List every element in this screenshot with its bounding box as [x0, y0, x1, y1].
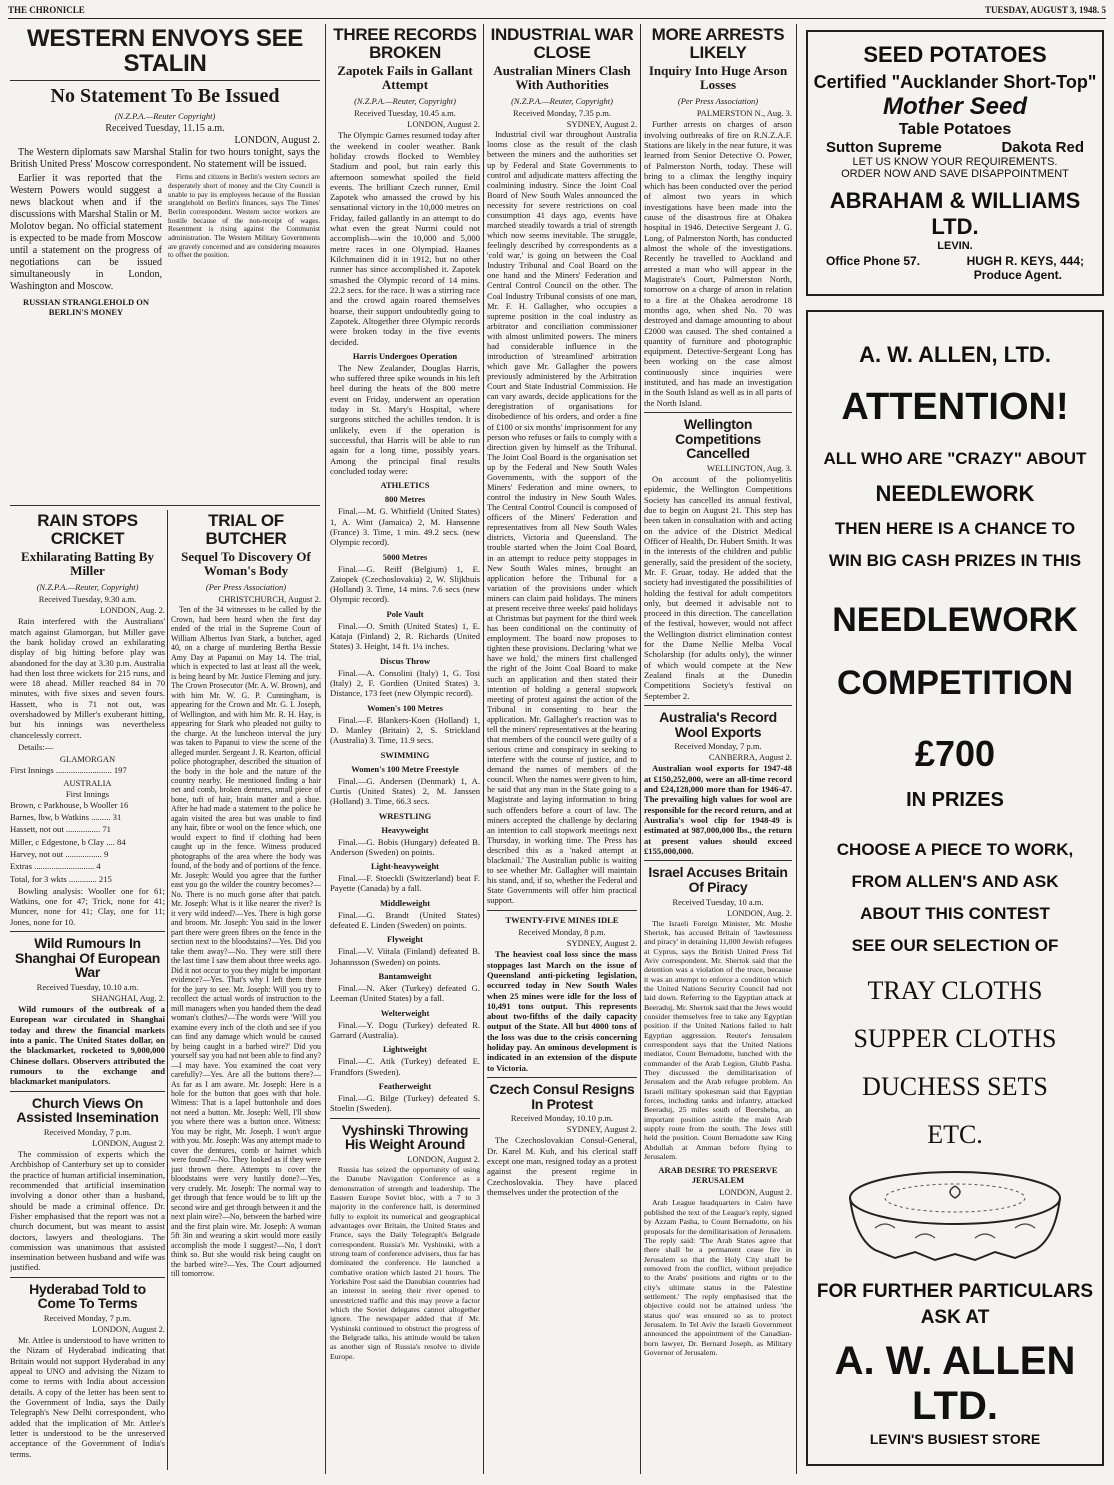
result-item: Final.—A. Consolini (Italy) 1, G. Tosi (Italy) 2, F. Gordien (United States) 3. Distance, 173 feet (new Olympic record). — [330, 667, 480, 699]
result-heading: Flyweight — [387, 934, 423, 945]
result-item: Final.—G. Bobis (Hungary) defeated B. Anderson (Sweden) on points. — [330, 836, 480, 857]
page-number: 5 — [1101, 5, 1106, 15]
article-church — [10, 1096, 165, 1273]
ad-seed-potatoes — [806, 30, 1104, 296]
received: Received Tuesday, 11.15 a.m. — [105, 123, 225, 135]
ad-line: Certified "Aucklander Short-Top" — [813, 72, 1097, 92]
ad-line: SEE OUR SELECTION OF — [851, 936, 1059, 955]
received: Received Tuesday, 9.30 a.m. — [38, 594, 137, 605]
body: Australian wool exports for 1947-48 at £150,252,000, were an all-time record and £24,128,000 more than for 1946-47. The prevailing high values for wool are responsible for the record return, and at Australia's wool clip for 1948-49 is estimated at 987,000,000 lbs., the return at present values should exceed £155,000,000. — [644, 763, 792, 856]
body: Further arrests on charges of arson involving outbreaks of fire on R.N.Z.A.F. Stations are likely in the near future, it was learned from Senior Detective O. Power, of Palmerston North, today. These will bring to a climax the lengthy inquiry which has been conducted over the period of almost two years in which investigations have been made into the cause of the disastrous fire at Ohakea hospital in 1946. Detective Sergeant J. G. Long, of Palmerston North, has conducted almost the whole of the investigations. Recently he travelled to Auckland and arrested a man who will appear in the Magistrate's Court, Palmerston North, tomorrow on a charge of arson in relation to a fire at the Ohakea aerodrome 18 months ago, when shed No. 70 was destroyed and damage amounting to about £2000 was caused. The shed contained a quantity of furniture and photographic equipment. Detective-Sergeant Long has been working on the case almost continuously since inquiries were instituted, and has made an investigation in the South Island as well as in all parts of the North Island. — [644, 119, 792, 408]
ad-line: ALL WHO ARE "CRAZY" ABOUT — [823, 449, 1087, 468]
headline: THREE RECORDS BROKEN — [333, 25, 477, 62]
credit: (Per Press Association) — [205, 582, 287, 593]
credit: (N.Z.P.A.—Reuter Copyright) — [114, 111, 216, 122]
result-heading: Welterweight — [380, 1007, 430, 1018]
result-item: Final.—G. Bilge (Turkey) defeated S. Stoelin (Sweden). — [330, 1092, 480, 1114]
result-heading: Women's 100 Metre Freestyle — [351, 763, 459, 774]
credit: (N.Z.P.A.—Reuter, Copyright) — [354, 96, 456, 107]
ad-town: LEVIN. — [937, 240, 973, 252]
ad-variety: Sutton Supreme — [826, 139, 942, 156]
body: Rain interfered with the Australians' match against Glamorgan, but Miller gave the bank holiday crowd an exhilarating display of big hitting before play was abandoned for the day at 3.30 p.m. Australia had then lost three wickets for 215 runs, and were 18 ahead. Miller reached 84 in 70 minutes, with five sixes and seven fours. Hassett, who is 71 not out, was overshadowed by Miller's exuberant hitting, but his innings was nevertheless chancelessly correct. — [10, 616, 165, 740]
dateline: CANBERRA, August 2. — [708, 752, 792, 763]
dateline: SYDNEY, August 2. — [566, 1124, 637, 1135]
ad-item: SUPPER CLOTHS — [853, 1024, 1057, 1053]
article-vyshinski — [330, 1123, 480, 1362]
subheadline: Exhilarating Batting By Miller — [21, 548, 154, 578]
result-heading: Middleweight — [379, 897, 431, 908]
score-row: Total, for 3 wkts ............. 215 — [10, 873, 112, 884]
headline: MORE ARRESTS LIKELY — [651, 25, 785, 62]
ad-store: A. W. ALLEN LTD. — [834, 1339, 1076, 1428]
body: Wild rumours of the outbreak of a European war circulated in Shanghai today and threw the financial markets into a panic. The United States dollar, on the blackmarket, rocketed to 9,000,000 Chinese dollars. Observers attributed the rumours to the exchange and blackmarket manipulators. — [10, 1004, 165, 1087]
dateline: SYDNEY, August 2. — [566, 119, 637, 130]
article-cricket — [10, 512, 165, 927]
headline: INDUSTRIAL WAR CLOSE — [490, 25, 634, 62]
credit: (Per Press Association) — [677, 96, 759, 107]
ad-line: CHOOSE A PIECE TO WORK, — [836, 840, 1074, 859]
team2-head: First Innings — [65, 788, 110, 799]
ad-phone: Office Phone 57. — [826, 254, 921, 268]
body: Industrial civil war throughout Australia looms close as the result of the clash between the miners and the authorities set up by Federal and State Governments to control and adjudicate matters affecting the coalmining industry. Since the Joint Coal Board of New South Wales announced the necessity for severe restrictions on coal consumption 41 days ago, events have marched steadily towards a trial of strength which now seems inevitable. The struggle, feelingly described by correspondents as a 'cold war,' is going on between the Coal Industry Tribunal and Coal Board on the one hand and the Miners' Federation and Central Control Council on the other. The Coal Industry Tribunal consists of one man, Mr. F. H. Gallagher, who occupies a supreme position in the coal industry as arbitrator and conciliation commissioner with almost unlimited powers. The miners had considerable influence in the introduction of 'streamlined' arbitration which gave Mr. Gallagher the powers previously administered by the Arbitration Court and State Industrial Commission. He can vary awards, decide applications for the deregistration of organisations for disobedience of his orders, and order a fine of £100 or six months' imprisonment for any person who refuses or fails to comply with a direction given by himself as the Tribunal. The Joint Coal Board is the organisation set up by the Federal and New South Wales Governments, with the support of the Miners' Federation and mine owners, to control the industry in New South Wales. The Central Control Council is composed of officers of the Miners' Federation and representatives from all New South Wales districts, Victoria and Queensland. The trouble started when the Joint Coal Board, in an attempt to reduce petty stoppages in New South Wales mines, brought an application before the Tribunal for a variation of the provisions under which miners can claim paid holidays. The miners at present receive three weeks' paid holidays at Christmas but payment for the third week has been conditional on the continuity of employment. The board now proposes to tighten these provisions. Declaring 'what we have we hold,' the miners first challenged the right of the Joint Coal Board to make such an application and then stated their intention of holding a general stopwork meeting of protest against the action of the Tribunal in consenting to hear the application. Mr. Gallagher's reaction was to tell the miners' representatives at the hearing that members of the council were guilty of a serious crime and conspiracy in seeking to interfere with the course of justice, and to demand the names of members of the council. When the names were given to him, he said that any man in the State going to a Magistrate and laying information to bring such offenders before a court of law. The miners accepted the challenge by declaring an intention to call stopwork meetings next Thursday, in working time. The Press has described this as a 'naked attempt at blackmail.' The Australian public is waiting to see whether Mr. Gallagher will maintain his stand, and, if so, whether the Federal and State Governments will offer him practical support. — [487, 130, 637, 906]
details: Details:— — [18, 742, 54, 753]
result-heading: Discus Throw — [380, 655, 430, 666]
ad-big: COMPETITION — [836, 664, 1074, 702]
body: The commission of experts which the Archbishop of Canterbury set up to consider the practice of human artificial insemination, recommended that artificial insemination involving a donor other than a husband, should be made a criminal offence. Dr. Fisher emphasised that the report was not a church document, but was meant to assist doctors, lawyers and theologians. The commission was unanimous that assisted insemination between husband and wife was justified. — [10, 1149, 165, 1273]
dateline: LONDON, August 2. — [92, 1324, 165, 1335]
results-list — [330, 480, 480, 1113]
headline: Wellington Competitions Cancelled — [675, 416, 761, 462]
result-item: Final.—M. G. Whitfield (United States) 1, A. Wint (Jamaica) 2, M. Hansenne (France) 3. Time, 1 min. 49.2 secs. (new Olympic record). — [330, 506, 480, 548]
received2: Received Monday, 8 p.m. — [518, 927, 606, 938]
result-heading: Women's 100 Metres — [367, 702, 443, 713]
team1: GLAMORGAN — [59, 754, 116, 765]
received: Received Monday, 7 p.m. — [43, 1313, 132, 1324]
team1-line: First Innings .......................... 197 — [10, 765, 127, 776]
article-israel — [644, 865, 792, 1357]
credit: (N.Z.P.A.—Reuter, Copyright) — [36, 582, 139, 593]
ad-big: NEEDLEWORK — [832, 601, 1078, 639]
dateline: LONDON, August 2. — [407, 119, 480, 130]
dateline: LONDON, August 2. — [407, 1153, 480, 1164]
headline: Hyderabad Told to Come To Terms — [29, 1280, 146, 1312]
ad-prize: £700 — [914, 733, 996, 774]
ad-line: THEN HERE IS A CHANCE TO — [834, 519, 1076, 538]
ad-variety: Dakota Red — [1001, 139, 1084, 156]
body2: The New Zealander, Douglas Harris, who suffered three spike wounds in his left heel during the heats of the 800 metre event on Friday, underwent an operation today in St. Mary's Hospital, where surgeons stitched the achilles tendon. It is unlikely, even if the operation is successful, that Harris will be able to run again for a long time, possibly years. Among the principal final results concluded today were: — [330, 362, 480, 476]
dateline2: LONDON, August 2. — [719, 1187, 792, 1198]
dateline: LONDON, Aug. 2. — [100, 605, 165, 616]
result-heading: 800 Metres — [384, 494, 426, 505]
issue-date — [985, 5, 1106, 15]
article-arrests — [644, 26, 792, 408]
result-item: Final.—Y. Dogu (Turkey) defeated R. Garrard (Australia). — [330, 1019, 480, 1040]
team2: AUSTRALIA — [63, 777, 112, 788]
headline: Church Views On Assisted Insemination — [16, 1094, 159, 1126]
credit: (N.Z.P.A.—Reuter, Copyright) — [511, 96, 613, 107]
body: The Czechoslovakian Consul-General, Dr. Karel M. Kuh, and his clerical staff except one man, resigned today as a protest against the present regime in Czechoslovakia. They have placed themselves under the protection of the — [487, 1135, 637, 1197]
subhead: ARAB DESIRE TO PRESERVE JERUSALEM — [658, 1165, 778, 1186]
received: Received Tuesday, 10.10 a.m. — [36, 982, 139, 993]
result-heading: Light-heavyweight — [371, 861, 439, 872]
result-item: Final.—C. Atik (Turkey) defeated E. Frandfors (Sweden). — [330, 1056, 480, 1077]
dateline2: SYDNEY, August 2. — [566, 938, 637, 949]
article-industrial — [487, 26, 637, 1073]
headline: TRIAL OF BUTCHER — [205, 511, 287, 548]
result-heading: Featherweight — [378, 1080, 432, 1091]
ad-line: Mother Seed — [882, 93, 1028, 120]
body: The Israeli Foreign Minister, Mr. Moshe Shertok, has accused Britain of 'lawlessness and piracy' in detaining 11,000 Jewish refugees at Cyprus, says the British United Press Tel Aviv correspondent. Mr. Shertok said that the detention was a violation of the truce, because it was an attempt to enforce a condition which the United Nations Security Council had not laid down. Referring to the Egyptian attack at Beeraduj, Mr. Shertok said that the Jews would consider themselves free to take any Egyptian position if the United Nations failed to halt Egyptian aggression. Reuter's Jerusalem correspondent says that the United Nations mediator, Count Bernadotte, lunched with the commander of the Arab Legion, Glubb Pasha. They discussed the demilitarisation of Jerusalem and the Arab refugee problem. An Israeli military spokesman said that Egyptian forces, including tanks and infantry, attacked Beeraduj, 25 miles south of Beersheba, an important position astride the main Arab supply route from the south. The Jews still held the position. Count Bernadotte saw King Abdullah at Amman before flying to Jerusalem. — [644, 918, 792, 1162]
body2: The heaviest coal loss since the mass stoppages last March on the issue of Queensland anti-picketing legislation, occurred today in New South Wales when 25 mines were idle for the loss of 10,491 tons output. This represents about two-fifths of the daily capacity output of the State. All but 4000 tons of the loss was due to the crisis concerning holiday pay. An ominous development is indicated in an extension of the dispute to Victoria. — [487, 949, 637, 1073]
ad-line: WIN BIG CASH PRIZES IN THIS — [828, 551, 1082, 570]
headline: Vyshinski Throwing His Weight Around — [341, 1121, 469, 1153]
ad-line: Table Potatoes — [898, 121, 1012, 138]
score-row: Barnes, lbw, b Watkins ......... 31 — [10, 811, 122, 822]
dateline: WELLINGTON, Aug. 3. — [706, 463, 792, 474]
ad-top: A. W. ALLEN, LTD. — [859, 342, 1051, 367]
score-row: Hassett, not out ................ 71 — [10, 824, 111, 835]
received: Received Monday, 7 p.m. — [43, 1127, 132, 1138]
article-records — [330, 26, 480, 1114]
result-item: Final.—V. Viitala (Finland) defeated B. Johannsson (Sweden) on points. — [330, 946, 480, 967]
score-row: Extras ............................ 4 — [10, 861, 101, 872]
ad-item: DUCHESS SETS — [862, 1072, 1048, 1101]
score-row: Miller, c Edgestone, b Clay .... 84 — [10, 836, 126, 847]
result-heading: SWIMMING — [380, 749, 430, 760]
body: The Olympic Games resumed today after the weekend in cooler weather. Bank holiday crowds flocked to Wembley Stadium and pool, but rain early this afternoon somewhat spoiled the field events. The brilliant Czech runner, Emil Zapotek who amassed the crowd by his sensational victory in the 10,000 metres on Friday, failed gallantly in an attempt to do what even the great Nurmi could not accomplish—win the 10,000 and 5,000 metre races in one Olympiad. Haanes Kilchmainen did it in 1912, but no other runner has since accomplished it. Zapotek smashed the Olympic record of 14 mins. 22.2 secs. for the race. It was a stirring race and the crowd again roared themselves hoarse, their support undoubtedly going to Zapotek. Altogether three Olympic records were broken today in the five events decided. — [330, 130, 480, 347]
ad-item: ETC. — [927, 1120, 983, 1149]
subheadline: Australian Miners Clash With Authorities — [493, 62, 631, 92]
headline: Israel Accuses Britain Of Piracy — [648, 864, 788, 895]
body2: Arab League headquarters in Cairo have published the text of the League's reply, signed by Azzam Pasha, to Count Bernadotte, on his proposals for the demilitarisation of Jerusalem. The reply said: 'The Arab States agree that there shall be a permanent cease fire in Jerusalem so that the Holy City shall be removed from the conflict, without prejudice to the Arabs' positions and rights or to the city's ultimate status in the Palestine settlement.' The reply emphasised that the objective could not be attained unless 'the status quo' was ensured so as to protect Jerusalem. In Tel Aviv the Israeli Government announced the appointment of the Canadian-born lawyer, Dr. Bernard Joseph, as Military Governor of Jerusalem. — [644, 1198, 792, 1357]
ad-allen-needlework — [806, 310, 1104, 1466]
subheadline: Inquiry Into Huge Arson Losses — [648, 62, 788, 92]
column-4 — [487, 24, 637, 1479]
article-hyderabad — [10, 1282, 165, 1459]
headline: Australia's Record Wool Exports — [659, 708, 777, 740]
date-text: TUESDAY, AUGUST 3, 1948. — [985, 5, 1100, 15]
result-heading: ATHLETICS — [380, 480, 430, 491]
tablecloth-illustration — [835, 1158, 1075, 1268]
ad-attention: ATTENTION! — [841, 386, 1069, 428]
received: Received Monday, 10.10 p.m. — [510, 1113, 614, 1124]
ad-agent2: Produce Agent. — [973, 268, 1062, 282]
subhead: RUSSIAN STRANGLEHOLD ON BERLIN'S MONEY — [22, 297, 150, 318]
body: On account of the poliomyelitis epidemic, the Wellington Competitions Society has cancelled its annual festival, due to begin on August 21. This step has been taken in consultation with and acting on the advice of the District Medical Officer of Health, Dr. Hubert Smith. It was in the interests of the children and public generally, said the president of the society, Mr. F. Gruar, today. He added that the society had investigated the possibilities of holding the festival for adult competitors only, but deemed it advisable not to proceed in this direction. The cancellation of the festival, however, would not affect the Wellington district elimination contest for the Dame Nellie Melba Vocal Scholarship (for adults only), the winner of which would compete at the New Zealand finals at the Dunedin Competitions Society's festival on September 2. — [644, 474, 792, 701]
ad-line: SEED POTATOES — [863, 42, 1047, 67]
body: Ten of the 34 witnesses to be called by the Crown, had been heard when the first day ended of the trial in the Supreme Court of William Albertus Ivan Stark, a butcher, aged 40, on a charge of murdering Bertha Bessie Amy Day at Papanui on May 14. The trial, which is expected to last at least all the week, is being heard by Mr. Justice Fleming and jury. The Crown Prosecutor (Mr. A. W. Brown), and with him Mr. W. G. P. Cunningham, is appearing for the Crown and Mr. G. I. Joseph, of Wellington, and with him Mr. R. H. Hay, is appearing for Stark who pleaded not guilty to the charge. At the luncheon interval the jury was taken to Papanui to view the scene of the alleged murder. Sergeant J. R. Kearton, official police photographer, described the situation of the body in the hole and the nature of the country nearby. He mentioned finding a hair net and comb, broken dentures, small piece of bone, tuft of hair, brain matter and a shoe. After he had made a statement to the police he again visited the area but was unable to find any hair, fibre or wool on the fence which, one would expect to find if clothing had been caught up in the fence. Witness produced photographs of the area where the body was found, of the body and of portions of the fence. Mr. Joseph: Would you agree that the further east you go the wilder the country becomes?—No. There is no much gorse after that patch. Mr. Joseph: What is it like nearer the river? Is it very wild indeed?—Yes. There is high gorse and broom. Mr. Joseph: You said in the lower part there were green fibres on the fence in the section next to the bloodstains?—Yes. Did you take them away?—No. They were still there the last time I saw them about three weeks ago. Did it not occur to you they might be important evidence?—Yes. That's why I left them there for the jury to see. Mr. Joseph: Will you try to recollect the actual words of instruction to the mill managers when you handed them the dead woman's clothes?—The words were 'Will you examine every inch of the cloth and see if you can find any damage which would be caused by being caught in a barbed wire?' Did you yourself say you had not been able to find any?—I may have. You examined the coat very carefully?—Yes. Are all the buttons there?—As far as I am aware. Mr. Joseph: Here is a hole for the button that goes with that hole. Witness: That is a lapel buttonhole and does not need a button. Mr. Joseph: Well, I'll show you where there was a button once. Witness: You may be right, Mr. Joseph. I won't argue with you. Mr. Joseph: Was any attempt made to cover the dentures, comb or hairnet which were found?—No. They looked as if they were just thrown there. Attempts to cover the bloodstains were very hastily done?—Yes, very crudely. Mr. Joseph: The normal way to get through that fence would be to lift up the second wire and get through between it and the next plain wire?—No, between the barbed wire and the first plain wire. Mr. Joseph: A woman 5ft 3in and wearing a skirt would more easily accomplish the mode I suggest?—No, I don't think so. But she would risk being caught on the barbed wire?—Yes. The Court adjourned till tomorrow. — [171, 605, 321, 1279]
article-czech — [487, 1082, 637, 1197]
result-item: Final.—O. Smith (United States) 1, E. Kataja (Finland) 2, R. Richards (United States) 3. Height, 14 ft. 1¼ inches. — [330, 620, 480, 652]
result-heading: Pole Vault — [386, 608, 424, 619]
dateline: SHANGHAI, Aug. 2. — [91, 993, 165, 1004]
result-item: Final.—G. Brandt (United States) defeated E. Linden (Sweden) on points. — [330, 909, 480, 931]
ad-line: FOR FURTHER PARTICULARS — [816, 1281, 1094, 1302]
result-heading: WRESTLING — [378, 810, 432, 821]
score-row: Harvey, not out ................. 9 — [10, 848, 109, 859]
column-3 — [330, 24, 480, 1479]
article-shanghai — [10, 936, 165, 1087]
ad-tag: LEVIN'S BUSIEST STORE — [869, 1431, 1041, 1447]
ad-line: ASK AT — [920, 1307, 990, 1328]
subhead: TWENTY-FIVE MINES IDLE — [505, 915, 619, 926]
article-wool — [644, 710, 792, 856]
received: Received Monday, 7.35 p.m. — [513, 108, 611, 119]
subheadline: Sequel To Discovery Of Woman's Body — [181, 548, 311, 578]
paper-name: THE CHRONICLE — [8, 5, 85, 15]
ad-agent: HUGH R. KEYS, 444; — [966, 254, 1084, 268]
received: Received Monday, 7 p.m. — [674, 741, 762, 752]
body: Mr. Attlee is understood to have written to the Nizam of Hyderabad indicating that Britain would not support Hyderabad in any appeal to UNO and advising the Nizam to come to terms with India about accession details. A copy of the letter has been sent to the Government of India, says the Daily Telegraph's New Delhi correspondent, who added that the implication of Mr. Attlee's letter is understood to be the unreserved acceptance of the Government of India's terms. — [10, 1335, 165, 1459]
dateline: LONDON, August 2. — [234, 135, 320, 147]
subheadline: No Statement To Be Issued — [50, 85, 280, 108]
headline: Czech Consul Resigns In Protest — [489, 1081, 635, 1112]
column-1 — [10, 510, 165, 1480]
column-5 — [644, 24, 792, 1479]
ad-inprizes: IN PRIZES — [906, 789, 1004, 811]
result-item: Final.—F. Stoeckli (Switzerland) beat F. Payette (Canada) by a fall. — [330, 873, 480, 894]
received: Received Tuesday, 10 a.m. — [672, 896, 764, 907]
ad-line: ABOUT THIS CONTEST — [860, 904, 1050, 923]
score-row: Brown, c Parkhouse, b Wooller 16 — [10, 799, 129, 810]
result-item: Final.—G. Andersen (Denmark) 1, A. Curtis (United States) 2, M. Janssen (Holland) 3. Time, 66.3 secs. — [330, 775, 480, 807]
dateline: CHRISTCHURCH, August 2. — [218, 594, 321, 605]
body: Russia has seized the opportunity of using the Danube Navigation Conference as a demonstration of strength and leadership. The Eastern Europe Soviet bloc, with a 7 to 3 majority in the conference hall, is determined fully to exploit its numerical and geographical advantages over Britain, the United States and France, says the Daily Telegraph's Belgrade correspondent. Russia's Mr. Vyshinski, with a strong team of conference advisers, thus far has dominated the conference. He launched a combative oration which lasted 21 hours. The Yorkshire Post said the Danubian countries had an interest in seeing their river opened to unrestricted traffic and this may prove a factor which the Soviet delegates cannot altogether ignore. The newspaper added that if Mr. Vyshinski continued to obstruct the progress of the Belgrade talks, his attitude would be taken as another sign of Russia's resolve to divide Europe. — [330, 1164, 480, 1361]
ad-line: FROM ALLEN'S AND ASK — [851, 872, 1059, 891]
body: Earlier it was reported that the Western Powers would suggest a news blackout when and if the discussions with Marshal Stalin or M. Molotov began. No official statement is expected to be made from Moscow until a statement on the progress of negotiations can be issued simultaneously in London, Washington and Moscow. — [10, 173, 162, 293]
column-2 — [171, 510, 321, 1480]
body2: Firms and citizens in Berlin's western sectors are desperately short of money and the City Council is unable to pay its employees because of the Russian stranglehold on Berlin's finances, says The Times' Berlin correspondent. Western sector workers are hostile because of the non-receipt of wages. Resentment is rising against the Communist administration. The Western Military Governments are gravely concerned and are considering measures to offset the position. — [168, 173, 320, 260]
result-heading: Lightweight — [383, 1044, 427, 1055]
bowling: Bowling analysis: Wooller one for 61; Watkins, one for 47; Trick, none for 41; Muncer, none for 41; Clay, one for 11; Jones, none for 10. — [10, 885, 165, 927]
article-butcher — [171, 512, 321, 1279]
article-stalin — [10, 26, 320, 319]
ad-item: TRAY CLOTHS — [867, 976, 1043, 1005]
subhead: Harris Undergoes Operation — [352, 350, 458, 361]
headline: WESTERN ENVOYS SEE STALIN — [27, 25, 303, 78]
subheadline: Zapotek Fails in Gallant Attempt — [337, 62, 473, 92]
result-heading: 5000 Metres — [382, 551, 428, 562]
dateline: LONDON, August 2. — [92, 1138, 165, 1149]
received: Received Tuesday, 10.45 a.m. — [354, 108, 456, 119]
result-item: Final.—F. Blankers-Koen (Holland) 1, D. Manley (Britain) 2, S. Strickland (Australia) 3. Time, 11.9 secs. — [330, 714, 480, 746]
ad-line: LET US KNOW YOUR REQUIREMENTS. — [852, 156, 1058, 168]
result-item: Final.—G. Reiff (Belgium) 1, E. Zatopek (Czechoslovakia) 2, W. Slijkhuis (Holland) 3. Time, 14 mins. 7.6 secs (new Olympic record). — [330, 563, 480, 605]
ad-line: ORDER NOW AND SAVE DISAPPOINTMENT — [841, 168, 1069, 180]
ad-line: NEEDLEWORK — [875, 481, 1035, 506]
dateline: LONDON, Aug. 2. — [727, 907, 792, 918]
headline: RAIN STOPS CRICKET — [37, 511, 138, 548]
ad-firm: ABRAHAM & WILLIAMS LTD. — [829, 188, 1081, 239]
result-item: Final.—N. Aker (Turkey) defeated G. Leeman (United States) by a fall. — [330, 983, 480, 1004]
masthead — [8, 4, 1106, 19]
result-heading: Bantamweight — [378, 971, 432, 982]
headline: Wild Rumours In Shanghai Of European War — [15, 935, 160, 981]
lead: The Western diplomats saw Marshal Stalin for two hours tonight, says the British United Press' Moscow correspondent. No statement will be issued. — [10, 147, 320, 171]
article-wellington — [644, 417, 792, 701]
result-heading: Heavyweight — [381, 824, 429, 835]
dateline: PALMERSTON N., Aug. 3. — [696, 108, 792, 119]
